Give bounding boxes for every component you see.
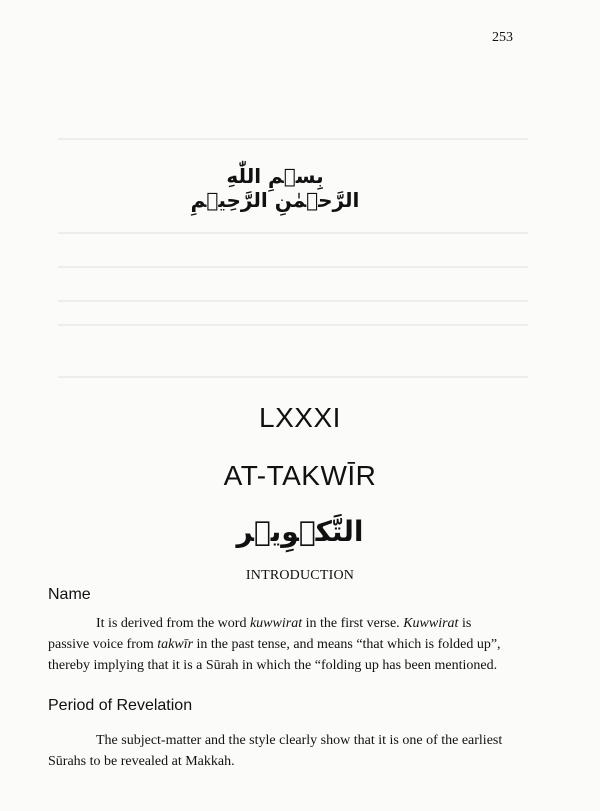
paragraph-text: in the past tense, and means “that which is folded up”, thereby implying that it is a Sūrah in which the “folding up has been mentioned.	[48, 637, 501, 673]
section-heading-name: Name	[48, 586, 91, 603]
bismillah-calligraphy: بِسۡمِ اللّٰهِ الرَّحۡمٰنِ الرَّحِيۡمِ	[190, 164, 360, 212]
arabic-term-takwir: takwīr	[157, 637, 194, 652]
arabic-chapter-title: التَّكۡوِيۡر	[236, 515, 364, 548]
paragraph-text: The subject-matter and the style clearly show that it is one of the earliest Sūrahs to be revealed at Makkah.	[48, 733, 503, 769]
paragraph-text: is passive voice from	[48, 616, 472, 652]
paragraph-text: It is derived from the word	[96, 616, 250, 631]
bleed-through-line	[58, 324, 528, 326]
bleed-through-line	[58, 138, 528, 140]
bleed-through-line	[58, 232, 528, 234]
bleed-through-line	[58, 300, 528, 302]
name-paragraph	[48, 613, 510, 676]
introduction-heading: INTRODUCTION	[245, 568, 355, 583]
bleed-through-line	[58, 376, 528, 378]
period-paragraph	[48, 730, 510, 772]
chapter-title: AT-TAKWĪR	[223, 460, 377, 491]
chapter-number: LXXXI	[259, 402, 341, 433]
section-heading-period-of-revelation: Period of Revelation	[48, 697, 193, 714]
arabic-term-kuwwirat-capitalized: Kuwwirat	[403, 616, 459, 631]
page-number: 253	[492, 30, 513, 45]
bleed-through-line	[58, 266, 528, 268]
paragraph-text: in the first verse.	[302, 616, 404, 631]
arabic-term-kuwwirat: kuwwirat	[249, 616, 303, 631]
